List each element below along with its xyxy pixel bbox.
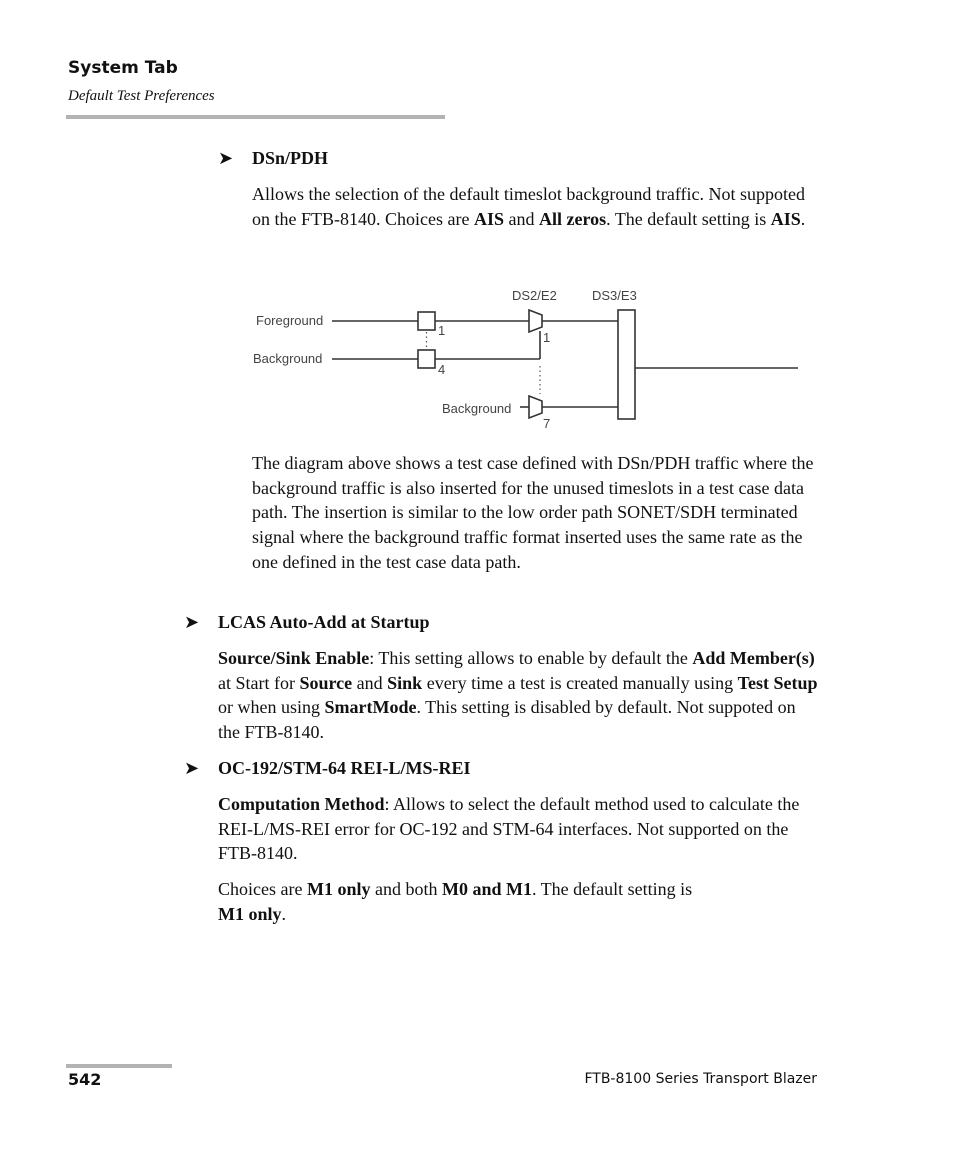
section-title: System Tab [68, 58, 178, 78]
computation-method-choices: Choices are M1 only and both M0 and M1. The default setting is M1 only. [218, 879, 693, 924]
mux-1-label: 1 [543, 330, 551, 345]
bullet-label: LCAS Auto-Add at Startup [218, 612, 430, 632]
diagram-explanation: The diagram above shows a test case defined with DSn/PDH traffic where the background traffic is also inserted for the unused timeslots in a test case data path. The insertion is similar to the low order path SONET/SDH terminated signal where the background traffic format inserted uses the same rate as the one defined in the test case data path. [252, 453, 814, 572]
document-title: FTB-8100 Series Transport Blazer [584, 1071, 817, 1087]
mux-7-label: 7 [543, 416, 551, 431]
background-label-2: Background [442, 401, 512, 416]
arrow-bullet-icon: ➤ [218, 148, 234, 168]
section-subtitle: Default Test Preferences [68, 88, 215, 104]
default-ais: AIS [770, 208, 801, 229]
arrow-bullet-icon: ➤ [184, 612, 200, 632]
bullet-lcas-auto-add [184, 612, 430, 633]
arrow-bullet-icon: ➤ [184, 758, 200, 778]
timeslot-1-label: 1 [438, 323, 446, 338]
footer-divider [66, 1064, 172, 1068]
choice-all-zeros: All zeros [538, 208, 607, 229]
foreground-label: Foreground [256, 313, 324, 328]
bullet-dsn-pdh [218, 148, 328, 169]
dsn-pdh-diagram [250, 282, 810, 432]
timeslot-4-label: 4 [438, 362, 446, 377]
lcas-description: Source/Sink Enable: This setting allows to enable by default the Add Member(s) at Start for Source and Sink every time a test is created manually using Test Setup or when using SmartMode. This setting is disabled by default. Not suppoted on the FTB-8140. [218, 648, 818, 743]
ds2-e2-label: DS2/E2 [512, 288, 557, 303]
ds3-e3-label: DS3/E3 [592, 288, 637, 303]
bullet-label: DSn/PDH [252, 148, 329, 168]
page-number: 542 [68, 1070, 102, 1089]
choice-ais: AIS [473, 208, 504, 229]
dsn-pdh-description: Allows the selection of the default timeslot background traffic. Not suppoted on the FTB-8140. Choices are AIS and All zeros. The default setting is AIS. [252, 184, 806, 229]
bullet-label: OC-192/STM-64 REI-L/MS-REI [218, 758, 471, 778]
bullet-oc192-rei [184, 758, 471, 779]
computation-method-description: Computation Method: Allows to select the default method used to calculate the REI-L/MS-REI error for OC-192 and STM-64 interfaces. Not supported on the FTB-8140. [218, 794, 800, 864]
background-label-1: Background [253, 351, 323, 366]
header-divider [66, 115, 445, 119]
